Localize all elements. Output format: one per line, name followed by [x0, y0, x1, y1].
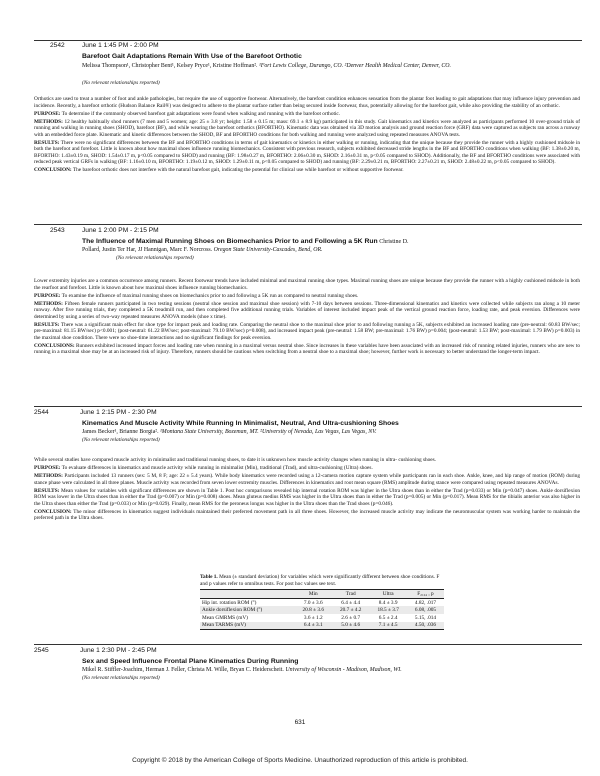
results-paragraph [34, 322, 580, 342]
section-text: Participants included 13 runners (sex: 5 M, 8 F; age: 22 ± 5.4 years). While body kinematics were recorded using a 12-camera motion capture system while participants ran in each shoe. Ankle, knee, and hip range of motion (ROM) during stance phase were calculated in all three planes. Muscle activity was recorded from seven lower extremity muscles. Differences in kinematics and root mean square (RMS) amplitude during stance were compared using repeated measures ANOVAs. [34, 473, 580, 486]
abstract-divider [34, 40, 582, 41]
abstract-number: 2545 [34, 647, 49, 654]
table-cell: 5.0 ± 4.6 [341, 622, 361, 629]
abstract-divider [34, 406, 582, 407]
table-row [200, 606, 444, 614]
data-table [200, 589, 444, 630]
table-cell: 6.4 ± 3.1 [303, 622, 323, 629]
copyright-notice: Copyright © 2018 by the American College of Sports Medicine. Unauthorized reproduction of this article is prohibited. [132, 757, 468, 764]
author-affiliation: ¹Fort Lewis College, Durango, CO. ²Denver Health Medical Center, Denver, CO. [259, 63, 452, 69]
section-label: CONCLUSION: [34, 508, 72, 515]
methods-paragraph [34, 301, 580, 321]
section-text: The barefoot orthotic does not interfere with the natural barefoot gait, indicating the potential for clinical use while barefoot or without supportive footwear. [71, 167, 404, 174]
section-label: METHODS: [34, 118, 63, 125]
abstract-header [50, 227, 570, 236]
abstract-header [50, 42, 570, 51]
table-caption-text: Mean (± standard deviation) for variables which were significantly different between shoe conditions. F and p values refer to omnibus tests. For post hoc values see text. [200, 574, 440, 587]
abstract-divider [34, 644, 582, 645]
purpose-paragraph [34, 465, 580, 472]
table-row [200, 614, 444, 622]
table-cell: 7.0 ± 3.6 [303, 599, 323, 606]
section-label: RESULTS: [34, 487, 60, 494]
table-caption [200, 574, 444, 587]
methods-paragraph [34, 119, 580, 139]
session-time: June 1 1:45 PM - 2:00 PM [82, 42, 159, 49]
abstract-number: 2544 [34, 409, 49, 416]
table-cell: 4.50, .036 [414, 622, 437, 629]
table-cell: 7.1 ± 4.5 [378, 622, 398, 629]
results-paragraph [34, 140, 580, 166]
table-label: Table 1. [200, 574, 218, 580]
section-label: CONCLUSION: [34, 167, 72, 174]
abstract-authors [82, 63, 552, 71]
abstract-title: Kinematics And Muscle Activity While Running In Minimalist, Neutral, And Ultra-cushioning Shoes [82, 420, 399, 427]
table-cell: 20.8 ± 3.6 [302, 607, 324, 614]
section-text: There was a significant main effect for shoe type for impact peak and loading rate. Comparing the neutral shoe to the maximal shoe prior to and following running a 5K, subjects exhibited an increased loading rate (pre-neutral: 60.83 BW/sec; pre-maximal: 81.15 BW/sec) p<0.001; (post-neutral: 61.22 BW/sec; post-maximal: 79.10 BW/sec) p=0.008), and increased impact peak (pre-neutral: 1.58 BW; pre-maximal: 1.76 BW) p=0.004; (post-neutral: 1.53 BW; post-maximal: 1.79 BW) p=0.003) in the maximal shoe condition. There were no shoe-time interactions and no significant findings for peak eversion. [34, 321, 580, 341]
intro-paragraph: Lower extremity injuries are a common occurrence among runners. Recent footwear trends have included minimal and maximal running shoe types. Maximal running shoes are unique because they provide the runner with a highly cushioned midsole in both the rearfoot and forefoot. Little is known about how maximal shoes influence running biomechanics. [34, 278, 580, 291]
section-label: PURPOSE: [34, 292, 61, 299]
abstract-body [34, 96, 580, 176]
conclusion-paragraph [34, 343, 580, 356]
results-table [200, 574, 444, 630]
table-cell: 18.5 ± 3.7 [377, 607, 399, 614]
table-row [200, 622, 444, 630]
table-header-cell: F₂,₂₄ , p [417, 590, 434, 597]
author-list: Mikel R. Stiffler-Joachim, Herman J. Feller, Christa M. Wille, Bryan C. Heiderscheit. [82, 667, 286, 673]
table-header-cell: Min [308, 590, 318, 597]
section-text: Fifteen female runners participated in two testing sessions (neutral shoe session and maximal shoe session) with 7-10 days between sessions. Three-dimensional kinematics and kinetics were collected while subjects ran along a 10 meter runway. After five running trials, they completed a 5K treadmill run, and then completed five additional running trials. Variables of interest included impact peak of the vertical ground reaction force, loading rate, and peak eversion. Differences were determined by using a series of two-way repeated measures ANOVA models (shoe x time). [34, 300, 580, 320]
abstract-authors [82, 247, 552, 255]
abstract-divider [34, 224, 582, 225]
abstract-title [82, 237, 562, 247]
section-label: RESULTS: [34, 139, 60, 146]
session-time: June 1 2:30 PM - 2:45 PM [80, 647, 157, 654]
section-text: The minor differences in kinematics suggest individuals maintained their preferred movement path in all three shoes. However, the increased muscle activity may indicate the neuromuscular system was working harder to maintain the preferred path in the Ultra shoes. [34, 508, 580, 522]
table-cell: Mean TARMS (mV) [202, 622, 246, 629]
page-number: 631 [294, 719, 306, 726]
author-list: Pollard, Justin Ter Har, JJ Hannigan, Marc F. Norcross. [82, 247, 214, 253]
section-text: There were no significant differences between the BF and BFORTHO conditions in terms of gait kinematics or kinetics in either walking or running, indicating that the unique because they provide the runner with a highly cushioned midsole in both the barefoot and forefoot. Little is known about how maximal shoes influence running biomechanics. Consistent with previous research, subjects exhibited decreased stride lengths in the BF and BFORTHO conditions when walking (BF: 1.38±0.20 m, BFORTHO: 1.43±0.19 m, SHOD: 1.54±0.17 m, p<0.05 compared to SHOD) and running (BF: 1.98±0.27 m, BFORTHO: 2.06±0.30 m, SHOD: 2.16±0.31 m, p<0.05 compared to SHOD). Additionally, the BF and BFORTHO conditions were associated with reduced peak vertical GRFs in walking (BF: 1.16±0.10 m, BFORTHO: 1.19±0.12 m, SHOD: 1.29±0.11 m, p<0.05 compared to SHOD) and running (BF: 2.29±0.21 m, BFORTHO: 2.27±0.21 m, SHOD: 2.48±0.22 m, p<0.05 compared to SHOD). [34, 139, 580, 166]
table-cell: 6.4 ± 4.4 [341, 599, 361, 606]
conclusion-paragraph [34, 509, 580, 522]
abstract-header [34, 409, 554, 418]
table-cell: 2.6 ± 0.7 [341, 614, 361, 621]
table-cell: 6.08, .005 [414, 607, 437, 614]
section-text: To determine if the commonly observed barefoot gait adaptations were found when walking and running with the barefoot orthotic. [60, 110, 341, 117]
section-text: To evaluate differences in kinematics and muscle activity while running in minimalist (Min), traditional (Trad), and ultra-cushioning (Ultra) shoes. [60, 465, 373, 472]
table-header-row [200, 590, 444, 599]
section-label: METHODS: [34, 300, 63, 307]
author-affiliation: University of Wisconsin - Madison, Madison, WI. [285, 667, 402, 673]
purpose-paragraph [34, 111, 580, 118]
results-paragraph [34, 488, 580, 508]
purpose-paragraph [34, 293, 580, 300]
table-cell: 4.82, .017 [414, 599, 437, 606]
relationship-note: (No relevant relationships reported) [82, 80, 160, 86]
conclusion-paragraph [34, 167, 580, 174]
table-cell: 6.5 ± 2.4 [378, 614, 398, 621]
abstract-header [34, 647, 554, 656]
intro-paragraph: Orthotics are used to treat a number of foot and ankle pathologies, but require the use of supportive footwear. Alternatively, the barefoot condition enhances sensation from the plantar foot leading to gait adaptations that may influence injury prevention and incidence. Recently, a barefoot orthotic (Hudson Balance Rail®) was designed to adhere to the plantar surface rather than being secured inside footwear, thus, potentially allowing for the barefoot gait, while also providing the stability of an orthotic. [34, 96, 580, 109]
table-header-cell: Ultra [382, 590, 394, 597]
author-list: Melissa Thompson¹, Christopher Bent¹, Kelsey Pryce¹, Kristine Hoffman². [82, 63, 259, 69]
author-affiliation: ¹Montana State University, Bozeman, MT. ²University of Nevada, Las Vegas, Las Vegas, NV. [160, 429, 377, 435]
session-time: June 1 2:15 PM - 2:30 PM [80, 409, 157, 416]
title-text: The Influence of Maximal Running Shoes on Biomechanics Prior to and Following a 5K Run [82, 238, 378, 245]
table-header-cell: Trad [345, 590, 356, 597]
table-cell: 3.6 ± 1.2 [303, 614, 323, 621]
methods-paragraph [34, 473, 580, 486]
abstract-authors [82, 667, 552, 675]
author-affiliation: Oregon State University-Cascades, Bend, OR. [213, 247, 323, 253]
section-label: METHODS: [34, 473, 63, 480]
section-label: PURPOSE: [34, 465, 61, 472]
abstract-number: 2542 [50, 42, 65, 49]
abstract-title: Sex and Speed Influence Frontal Plane Kinematics During Running [82, 658, 299, 665]
relationship-note: (No relevant relationships reported) [82, 675, 160, 681]
title-author-start: Christine D. [377, 239, 409, 245]
abstract-authors [82, 429, 552, 437]
table-cell: 20.7 ± 4.2 [339, 607, 362, 614]
relationship-note: (No relevant relationships reported) [116, 255, 194, 261]
author-list: James Becker¹, Brianne Borgia². [82, 429, 161, 435]
section-label: RESULTS: [34, 321, 60, 328]
section-label: CONCLUSIONS: [34, 342, 75, 349]
session-time: June 1 2:00 PM - 2:15 PM [82, 227, 159, 234]
intro-paragraph: While several studies have compared muscle activity in minimalist and traditional running shoes, to date it is unknown how muscle activity changes when running in ultra- cushioning shoes. [34, 457, 437, 463]
table-header-cell [200, 590, 295, 599]
table-cell: Mean GMRMS (mV) [202, 614, 248, 621]
abstract-body [34, 457, 580, 523]
abstract-number: 2543 [50, 227, 65, 234]
table-cell: Ankle dorsiflexion ROM (°) [202, 607, 263, 614]
section-text: 12 healthy habitually shod runners (7 men and 5 women; age: 25 ± 3.8 yr; height: 1.58 ± 0.15 m; mass: 69.1 ± 8.9 kg) participated in this study. Gait kinematics and kinetics were analyzed as participants performed 10 over-ground trials of running and walking in running shoes (SHOD), barefoot (BF), and while wearing the barefoot orthotics (BFORTHO). Kinematic data was obtained via 3D motion analysis and ground reaction force (GRF) data were captured as subjects ran across a runway with an embedded force plate. Kinematic and kinetic differences between the SHOD, BF and BFORTHO conditions for both walking and running were analyzed using repeated measures ANOVA tests. [34, 118, 580, 138]
relationship-note: (No relevant relationships reported) [82, 437, 160, 443]
section-text: Runners exhibited increased impact forces and loading rate when running in a maximal versus neutral shoe. Since increases in these variables have been associated with an increased risk of running related injuries, runners who are new to running in a maximal shoe may be at an increased risk of injury. Therefore, runners should be cautious when switching from a neutral shoe to a maximal shoe; however, further work is necessary to better understand the longer-term impact. [34, 342, 580, 356]
abstract-body [34, 278, 580, 358]
table-cell: Hip int. rotation ROM (°) [202, 599, 257, 606]
section-label: PURPOSE: [34, 110, 61, 117]
section-text: Mean values for variables with significant differences are shown in Table 1. Post hoc comparisons revealed hip internal rotation ROM was higher in the Ultra shoes than in either the Trad (p=0.033) or Min (p=0.047) shoes. Ankle dorsiflexion ROM was lower in the Ultra shoes than in either the Trad (p=0.007) or Min (p=0.008) shoes. Mean gluteus medius RMS was higher in the Ultra shoes than in either the Trad (p=0.005) or Min (p=0.017). Mean RMS for the tibialis anterior was also higher in the Ultra shoes than either the Trad (p=0.033) or Min (p=0.029). Finally, mean RMS for the peroneus longus was higher in the Ultra shoes than the Trad shoes (p=0.046). [34, 487, 580, 507]
table-cell: 5.15, .014 [414, 614, 437, 621]
table-cell: 8.4 ± 3.9 [378, 599, 398, 606]
abstract-title: Barefoot Gait Adaptations Remain With Use of the Barefoot Orthotic [82, 53, 302, 60]
section-text: To examine the influence of maximal running shoes on biomechanics prior to and following a 5K run as compared to neutral running shoes. [60, 292, 359, 299]
table-row [200, 598, 444, 606]
